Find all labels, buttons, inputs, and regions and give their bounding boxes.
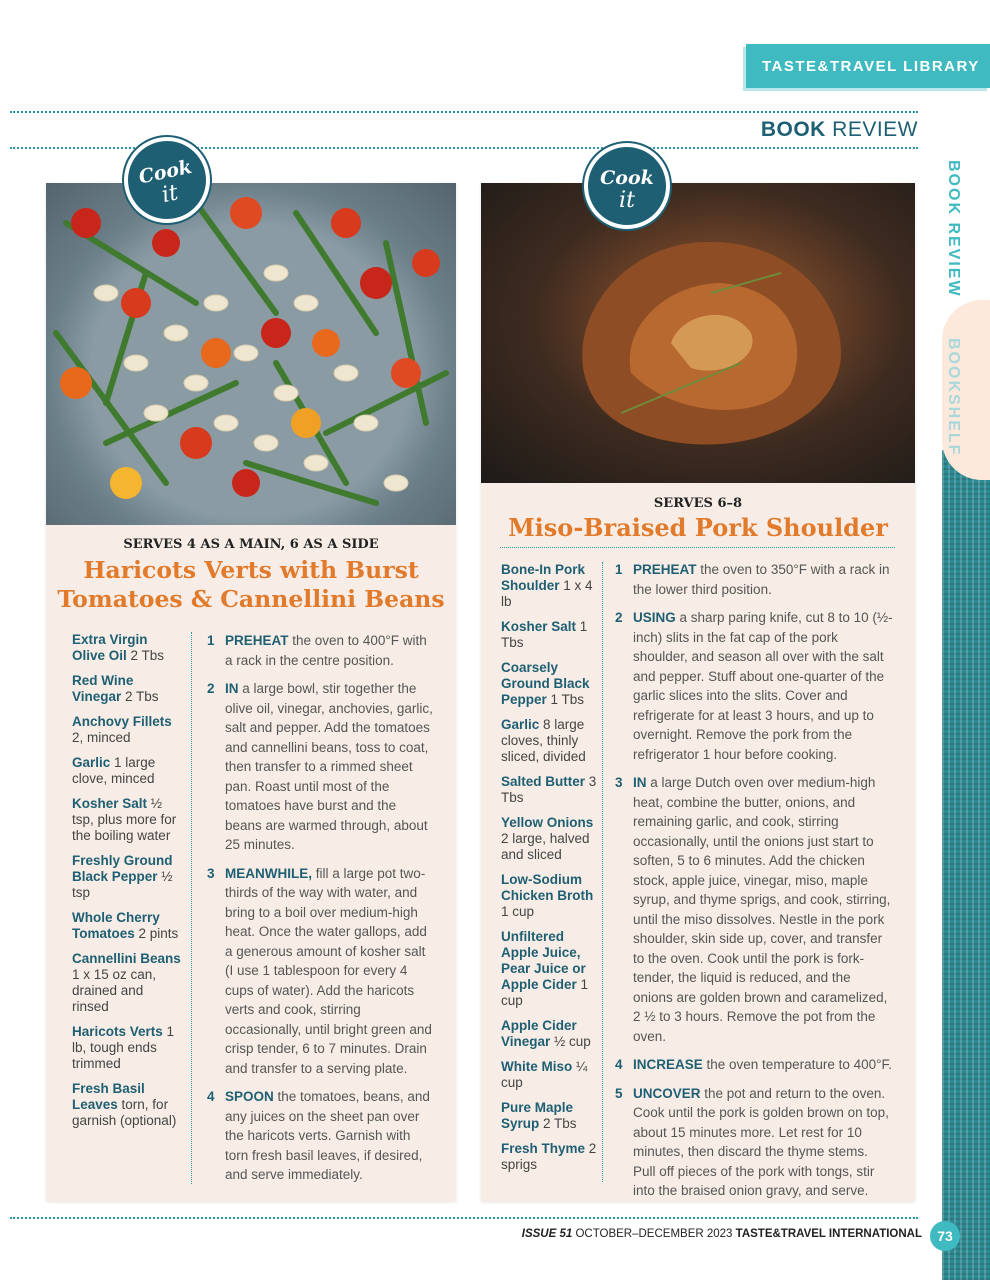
step-number: 4 bbox=[207, 1089, 215, 1104]
recipe-title: Haricots Verts with Burst Tomatoes & Cannellini Beans bbox=[57, 556, 445, 613]
step-lead-word: MEANWHILE, bbox=[225, 865, 312, 881]
ingredient-item bbox=[501, 1141, 597, 1173]
ingredient-quantity: 1 x 4 lb bbox=[501, 578, 593, 609]
footer-divider bbox=[10, 1217, 918, 1219]
ingredient-name: Cannellini Beans bbox=[72, 951, 181, 966]
step-lead-word: INCREASE bbox=[633, 1057, 703, 1072]
library-tab: TASTE&TRAVEL LIBRARY bbox=[746, 44, 990, 88]
ingredient-list bbox=[72, 632, 182, 1138]
ingredient-name: Whole Cherry Tomatoes bbox=[72, 910, 160, 941]
ingredient-item bbox=[501, 562, 597, 610]
ingredient-name: Kosher Salt bbox=[72, 796, 148, 811]
step-lead-word: PREHEAT bbox=[225, 633, 289, 648]
ingredient-name: Coarsely Ground Black Pepper bbox=[501, 660, 590, 707]
ingredient-name: Garlic bbox=[72, 755, 111, 770]
ingredient-quantity: 1 cup bbox=[501, 904, 535, 919]
ingredient-item bbox=[501, 1018, 597, 1050]
ingredient-name: Low-Sodium Chicken Broth bbox=[501, 872, 594, 903]
ingredient-quantity: 1 cup bbox=[501, 977, 589, 1008]
recipe-title: Miso-Braised Pork Shoulder bbox=[508, 513, 888, 542]
ingredient-quantity: 2 large, halved and sliced bbox=[501, 831, 590, 862]
ingredient-name: Red Wine Vinegar bbox=[72, 673, 134, 704]
method-step bbox=[615, 773, 893, 1046]
step-text bbox=[225, 1087, 435, 1185]
ingredient-quantity: 1 lb, tough ends trimmed bbox=[72, 1024, 175, 1071]
step-number: 1 bbox=[207, 633, 215, 648]
method-step bbox=[207, 679, 435, 855]
ingredient-item bbox=[501, 872, 597, 920]
ingredient-name: Fresh Thyme bbox=[501, 1141, 586, 1156]
step-text bbox=[225, 679, 435, 855]
ingredient-item bbox=[72, 796, 182, 844]
ingredient-item bbox=[501, 619, 597, 651]
ingredient-quantity: ½ tsp bbox=[72, 869, 173, 900]
ingredient-name: Bone-In Pork Shoulder bbox=[501, 562, 586, 593]
step-body: the pot and return to the oven. Cook until the pork is golden brown on top, about 15 minutes more. Let rest for 10 minutes, then discard the thyme stems. Pull off pieces of the pork with tongs, stir into the braised onion gravy, and serve. bbox=[633, 1085, 889, 1198]
ingredient-item bbox=[72, 714, 182, 746]
ingredient-quantity: 2 Tbs bbox=[539, 1116, 577, 1131]
ingredient-quantity: 8 large cloves, thinly sliced, divided bbox=[501, 717, 586, 764]
ingredient-name: Garlic bbox=[501, 717, 540, 732]
ingredient-item bbox=[72, 910, 182, 942]
method-step bbox=[207, 1087, 435, 1185]
method-step bbox=[615, 1055, 893, 1075]
cook-it-badge: Cook it bbox=[584, 143, 670, 229]
ingredient-name: White Miso bbox=[501, 1059, 573, 1074]
photo-pork-shoulder bbox=[481, 183, 915, 483]
step-lead-word: UNCOVER bbox=[633, 1085, 701, 1101]
ingredient-item bbox=[72, 632, 182, 664]
ingredient-item bbox=[501, 774, 597, 806]
step-number: 3 bbox=[615, 775, 623, 790]
method-step bbox=[615, 608, 893, 764]
ingredient-list bbox=[501, 562, 597, 1182]
section-title: BOOK REVIEW bbox=[760, 118, 918, 141]
step-lead-word: SPOON bbox=[225, 1089, 274, 1104]
step-body: fill a large pot two-thirds of the way with water, and bring to a boil over medium-high heat. Once the water gallops, add a generous amount of kosher salt (I use 1 tablespoon for every 4 cups of water). Add the haricots verts and cook, stirring occasionally, until bright green and crisp tender, 6 to 7 minutes. Drain and transfer to a serving plate. bbox=[225, 865, 432, 1076]
ingredient-quantity: ½ cup bbox=[550, 1034, 591, 1049]
method-step bbox=[615, 560, 893, 599]
ingredient-quantity: 1 Tbs bbox=[501, 619, 588, 650]
column-divider bbox=[191, 632, 192, 1184]
ingredient-quantity: torn, for garnish (optional) bbox=[72, 1097, 177, 1128]
step-lead-word: PREHEAT bbox=[633, 562, 697, 577]
ingredient-name: Salted Butter bbox=[501, 774, 586, 789]
ingredient-quantity: 2 sprigs bbox=[501, 1141, 597, 1172]
column-divider bbox=[602, 562, 603, 1182]
step-text bbox=[633, 773, 893, 1046]
ingredient-item bbox=[72, 951, 182, 1015]
ingredient-item bbox=[501, 815, 597, 863]
sidebar-texture bbox=[942, 450, 990, 1280]
ingredient-name: Kosher Salt bbox=[501, 619, 577, 634]
ingredient-quantity: 1 x 15 oz can, drained and rinsed bbox=[72, 967, 157, 1014]
step-body: the oven temperature to 400°F. bbox=[702, 1057, 893, 1072]
header-divider-top bbox=[10, 111, 918, 113]
sidebar-label-bookshelf: BOOKSHELF bbox=[945, 338, 962, 457]
step-body: a sharp paring knife, cut 8 to 10 (½-inch) slits in the fat cap of the pork shoulder, and season all over with the salt and pepper. Stuff about one-quarter of the garlic slices into the slits. Cover and refrigerate for at least 3 hours, and up to overnight. Remove the pork from the refrigerator 1 hour before cooking. bbox=[633, 610, 893, 762]
step-text bbox=[225, 631, 435, 670]
step-body: the tomatoes, beans, and any juices on the sheet pan over the haricots verts. Garnish with torn fresh basil leaves, if desired, and serve immediately. bbox=[225, 1089, 430, 1182]
ingredient-quantity: 2 Tbs bbox=[126, 648, 165, 663]
method-step bbox=[207, 864, 435, 1079]
ingredient-name: Haricots Verts bbox=[72, 1024, 163, 1039]
step-number: 2 bbox=[207, 681, 215, 696]
step-number: 4 bbox=[615, 1057, 623, 1072]
ingredient-quantity: 2 Tbs bbox=[121, 689, 159, 704]
ingredient-name: Yellow Onions bbox=[501, 815, 594, 830]
method-steps bbox=[207, 631, 435, 1194]
ingredient-quantity: 2, minced bbox=[72, 730, 131, 745]
ingredient-item bbox=[501, 1100, 597, 1132]
step-number: 2 bbox=[615, 610, 623, 625]
sidebar-label-book-review: BOOK REVIEW bbox=[945, 160, 962, 298]
footer-credit: ISSUE 51 OCTOBER–DECEMBER 2023 TASTE&TRAVEL INTERNATIONAL bbox=[521, 1228, 922, 1240]
method-step bbox=[615, 1084, 893, 1201]
step-body: a large Dutch oven over medium-high heat, combine the butter, onions, and remaining garlic, and cook, stirring occasionally, until the onions just start to soften, 5 to 6 minutes. Add the chicken stock, apple juice, vinegar, miso, maple syrup, and thyme sprigs, and cook, stirring, until the miso dissolves. Nestle in the pork shoulder, skin side up, cover, and transfer to the oven. Cook until the pork is fork-tender, the liquid is reduced, and the onions are golden brown and caramelized, 2 ½ to 3 hours. Remove the pot from the oven. bbox=[633, 775, 891, 1044]
ingredient-quantity: ½ tsp, plus more for the boiling water bbox=[72, 796, 177, 843]
ingredient-item bbox=[501, 929, 597, 1009]
cook-it-badge: Cook it bbox=[116, 129, 218, 231]
step-body: the oven to 350°F with a rack in the lower third position. bbox=[633, 562, 890, 597]
step-lead-word: IN bbox=[225, 681, 239, 696]
step-text bbox=[633, 1055, 892, 1075]
ingredient-item bbox=[72, 673, 182, 705]
method-steps bbox=[615, 560, 893, 1210]
step-body: the oven to 400°F with a rack in the centre position. bbox=[225, 633, 427, 668]
page-number: 73 bbox=[930, 1221, 960, 1251]
ingredient-item bbox=[72, 755, 182, 787]
ingredient-quantity: 1 large clove, minced bbox=[72, 755, 156, 786]
ingredient-name: Apple Cider Vinegar bbox=[501, 1018, 577, 1049]
step-number: 1 bbox=[615, 562, 623, 577]
step-body: a large bowl, stir together the olive oil, vinegar, anchovies, garlic, salt and pepper. Add the tomatoes and cannellini beans, toss to coat, then transfer to a rimmed sheet pan. Roast until most of the tomatoes have burst and the beans are warmed through, about 25 minutes. bbox=[225, 681, 433, 852]
step-lead-word: USING bbox=[633, 610, 676, 625]
ingredient-quantity: 1 Tbs bbox=[546, 692, 585, 707]
ingredient-name: Fresh Basil Leaves bbox=[72, 1081, 145, 1112]
ingredient-name: Anchovy Fillets bbox=[72, 714, 172, 729]
method-step bbox=[207, 631, 435, 670]
ingredient-quantity: ¼ cup bbox=[501, 1059, 588, 1090]
title-divider bbox=[500, 547, 895, 548]
step-text bbox=[225, 864, 435, 1079]
photo-haricots-tomatoes bbox=[46, 183, 456, 525]
step-number: 3 bbox=[207, 865, 215, 881]
ingredient-item bbox=[501, 1059, 597, 1091]
ingredient-name: Freshly Ground Black Pepper bbox=[72, 853, 173, 884]
step-number: 5 bbox=[615, 1085, 623, 1101]
step-text bbox=[633, 1084, 893, 1201]
ingredient-item bbox=[72, 1081, 182, 1129]
ingredient-item bbox=[72, 853, 182, 901]
step-text bbox=[633, 560, 893, 599]
step-lead-word: IN bbox=[633, 775, 647, 790]
ingredient-name: Unfiltered Apple Juice, Pear Juice or Apple Cider bbox=[501, 929, 586, 992]
step-text bbox=[633, 608, 893, 764]
ingredient-name: Extra Virgin Olive Oil bbox=[72, 632, 148, 663]
serves-label: SERVES 6–8 bbox=[653, 496, 743, 511]
ingredient-item bbox=[72, 1024, 182, 1072]
ingredient-item bbox=[501, 717, 597, 765]
ingredient-name: Pure Maple Syrup bbox=[501, 1100, 574, 1131]
serves-label: SERVES 4 AS A MAIN, 6 AS A SIDE bbox=[123, 537, 379, 552]
ingredient-item bbox=[501, 660, 597, 708]
ingredient-quantity: 3 Tbs bbox=[501, 774, 597, 805]
ingredient-quantity: 2 pints bbox=[134, 926, 179, 941]
